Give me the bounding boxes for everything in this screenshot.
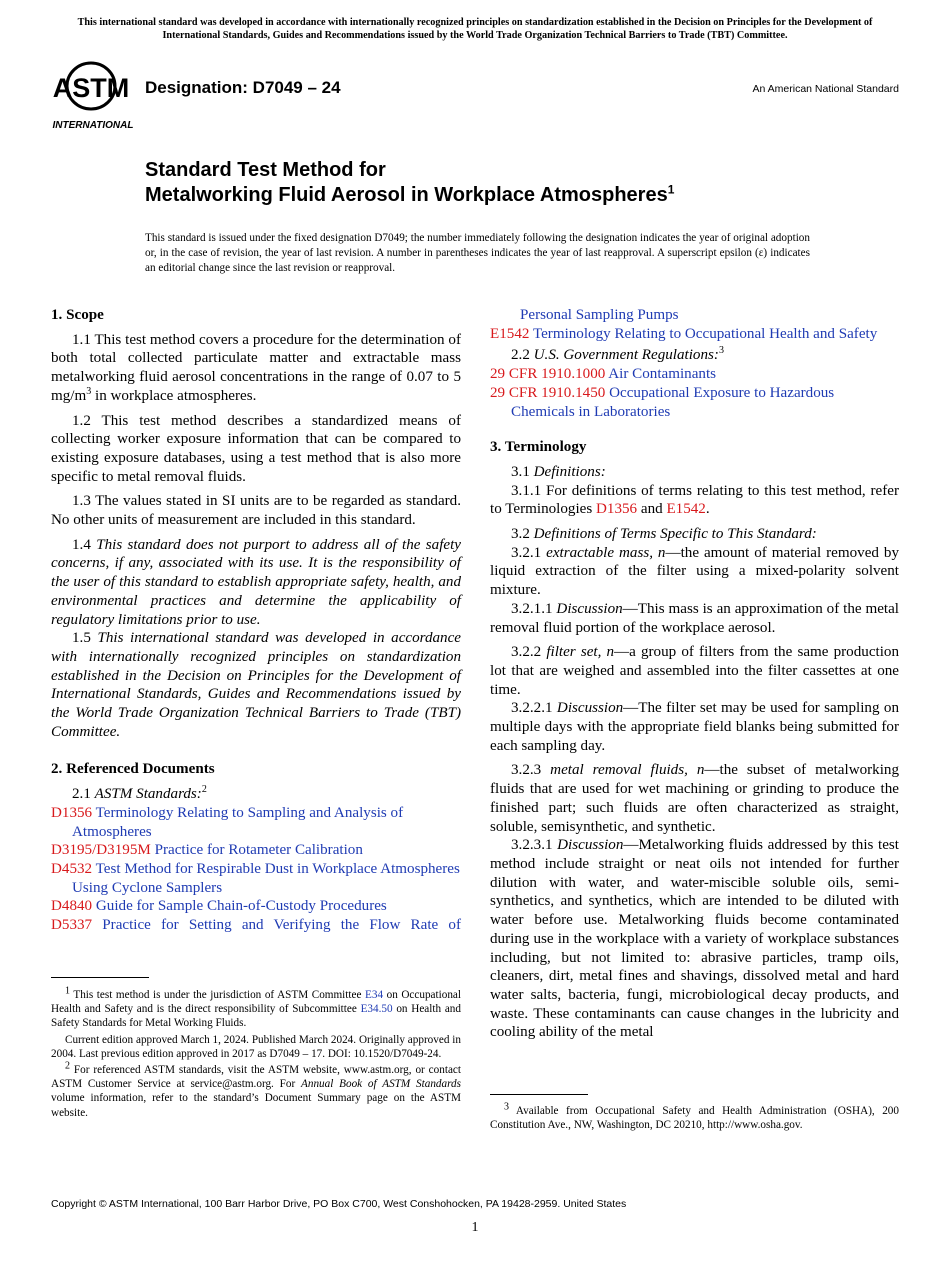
section-heading-referenced-documents: 2. Referenced Documents — [51, 761, 215, 778]
cfr-item[interactable] — [490, 365, 899, 384]
astm-logo — [52, 55, 136, 133]
ref-code-link: D5337 — [51, 917, 93, 934]
logo-astm-text: ASTM — [52, 73, 130, 103]
designation: Designation: D7049 – 24 — [145, 78, 341, 97]
tbt-notice: This international standard was developed in accordance with internationally recognized principles on standardization established in the Decision on Principles for the Development of International Standards, Guides and Recommendations issued by the World Trade Organization Technical Barriers to Trade (TBT) Committee. — [77, 17, 873, 41]
section-heading-scope: 1. Scope — [51, 307, 104, 323]
para-3-2-3-1: 3.2.3.1 Discussion—Metalworking fluids addressed by this test method include straight or neat oils not intended for further dilution with water, and water-miscible soluble oils, semi-synthetics, and synthetics, which are intended to be diluted with water before use. Metalworking fluids become contaminated during use in the workplace with a variety of workplace substances including, but not limited to: abrasive particles, tramp oils, cleaners, dirt, metal fines and shavings, dissolved metal and hard water salts, bacteria, fungi, microbiological decay products, and waste. These contaminants can cause changes in the lubricity and cooling ability of the metal — [490, 837, 899, 1041]
document-title — [145, 158, 674, 208]
para-2-1: 2.1 ASTM Standards:$^2$ — [72, 784, 207, 803]
national-standard-label: An American National Standard — [752, 83, 899, 95]
ref-title-link: Terminology Relating to Sampling and Analysis of Atmospheres — [72, 804, 404, 840]
title-line-2: Metalworking Fluid Aerosol in Workplace Atmospheres — [145, 184, 668, 206]
page-number: 1 — [471, 1220, 479, 1235]
footnotes-right — [490, 1101, 899, 1132]
para-3-2: 3.2 Definitions of Terms Specific to This Standard: — [511, 526, 817, 543]
cfr-item[interactable] — [490, 384, 899, 421]
ref-code-link: E1542 — [490, 325, 530, 342]
footnote-rule — [490, 1094, 588, 1095]
footnote-2: $^2$ For referenced ASTM standards, visit the ASTM website, www.astm.org, or contact ASTM Customer Service at service@astm.org. For Annual Book of ASTM Standards volume information, refer to the standard’s Document Summary page on the ASTM website. — [51, 1060, 461, 1119]
para-1-4: 1.4 This standard does not purport to address all of the safety concerns, if any, associated with its use. It is the responsibility of the user of this standard to establish appropriate safety, health, and environmental practices and determine the applicability of regulatory limitations prior to use. — [51, 536, 462, 628]
para-3-1-1: 3.1.1 For definitions of terms relating to this test method, refer to Terminologies D1356 and E1542. — [490, 482, 899, 518]
ref-item[interactable] — [51, 841, 461, 860]
cfr-title-link: Air Contaminants — [608, 366, 717, 383]
para-3-2-3: 3.2.3 metal removal fluids, n—the subset of metalworking fluids that are used for wet machining or grinding to produce the finished part; such fluids are often characterized as straight, soluble, semisynthetic, and synthetic. — [490, 762, 900, 835]
ref-item[interactable] — [51, 860, 461, 897]
ref-code-link: D4532 — [51, 860, 93, 877]
section-heading-terminology: 3. Terminology — [490, 439, 587, 456]
footnote-1-edition: Current edition approved March 1, 2024. Published March 2024. Originally approved in 2004. Last previous edition approved in 2017 as D7049 – 17. DOI: 10.1520/D7049-24. — [51, 1033, 461, 1060]
para-1-5: 1.5 This international standard was developed in accordance with internationally recognized principles on standardization established in the Decision on Principles for the Development of International Standards, Guides and Recommendations issued by the World Trade Organization Technical Barriers to Trade (TBT) Committee. — [51, 630, 462, 740]
cfr-code-link: 29 CFR 1910.1450 — [490, 384, 606, 401]
para-1-2: 1.2 This test method describes a standardized means of collecting worker exposure information that can be compared to existing exposure databases, using a test method that is also more specific to metal removal fluids. — [51, 412, 461, 485]
para-3-2-1-1: 3.2.1.1 Discussion—This mass is an approximation of the metal removal fluid portion of the workplace aerosol. — [490, 600, 899, 636]
copyright-line: Copyright © ASTM International, 100 Barr Harbor Drive, PO Box C700, West Conshohocken, PA 19428-2959. United States — [51, 1198, 627, 1210]
subcommittee-link[interactable]: E34.50 — [360, 1003, 393, 1016]
cfr-code-link: 29 CFR 1910.1000 — [490, 366, 606, 383]
right-column — [490, 306, 899, 1042]
ref-title-link: Practice for Setting and Verifying the Flow Rate of — [102, 917, 461, 934]
para-1-1: 1.1 This test method covers a procedure for the determination of both total collected particulate matter and extractable mass metalworking fluid aerosol concentrations in the range of 0.07 to 5 $mg/m^3$ in workplace atmospheres. — [51, 331, 461, 404]
footnote-rule — [51, 977, 149, 978]
footnote-1: $^1$ This test method is under the jurisdiction of ASTM Committee E34 on Occupational Health and Safety and is the direct responsibility of Subcommittee E34.50 on Health and Safety Standards for Metal Working Fluids. — [51, 985, 461, 1030]
ref-title-link: Test Method for Respirable Dust in Workplace Atmospheres Using Cyclone Samplers — [72, 860, 460, 896]
ref-title-continued[interactable]: Personal Sampling Pumps — [520, 307, 679, 323]
d1356-link[interactable]: D1356 — [596, 501, 638, 518]
footnote-3: $^3$ Available from Occupational Safety and Health Administration (OSHA), 200 Constitution Ave., NW, Washington, DC 20210, http://www.osha.gov. — [490, 1101, 899, 1132]
left-column — [51, 306, 461, 935]
e1542-link[interactable]: E1542 — [666, 501, 706, 518]
logo-international-text: INTERNATIONAL — [52, 120, 134, 131]
para-3-1: 3.1 Definitions: — [511, 463, 606, 480]
ref-title-link: Terminology Relating to Occupational Health and Safety — [532, 325, 878, 342]
cfr-title-link: Occupational Exposure to Hazardous Chemicals in Laboratories — [511, 384, 835, 420]
ref-code-link: D3195/D3195M — [51, 842, 151, 859]
ref-code-link: D1356 — [51, 804, 93, 821]
para-3-2-2-1: 3.2.2.1 Discussion—The filter set may be used for sampling on multiple days with the appropriate field blanks being submitted for each sampling day. — [490, 700, 900, 754]
ref-item[interactable] — [490, 325, 899, 344]
para-2-2: 2.2 U.S. Government Regulations:$^3$ — [511, 345, 724, 364]
footnotes-left — [51, 985, 461, 1120]
issued-note: This standard is issued under the fixed designation D7049; the number immediately following the designation indicates the year of original adoption or, in the case of revision, the year of last revision. A number in parentheses indicates the year of last reapproval. A superscript epsilon (ε) indicates an editorial change since the last revision or reapproval. — [145, 232, 810, 274]
title-footnote-ref[interactable]: 1 — [667, 182, 675, 197]
committee-link[interactable]: E34 — [365, 989, 384, 1001]
ref-item[interactable] — [51, 916, 461, 935]
ref-item[interactable] — [51, 804, 461, 841]
ref-code-link: D4840 — [51, 898, 93, 915]
ref-item[interactable] — [51, 897, 461, 916]
para-3-2-2: 3.2.2 filter set, n—a group of filters from the same production lot that are weighed and assembled into the filter cassettes at one time. — [490, 644, 899, 698]
para-1-3: 1.3 The values stated in SI units are to be regarded as standard. No other units of measurement are included in this standard. — [51, 493, 461, 529]
ref-title-link: Guide for Sample Chain-of-Custody Procedures — [95, 898, 387, 915]
para-3-2-1: 3.2.1 extractable mass, n—the amount of material removed by liquid extraction of the filter using a mixed-polarity solvent mixture. — [490, 544, 899, 599]
ref-title-link: Practice for Rotameter Calibration — [154, 842, 363, 859]
title-line-1: Standard Test Method for — [145, 159, 386, 181]
